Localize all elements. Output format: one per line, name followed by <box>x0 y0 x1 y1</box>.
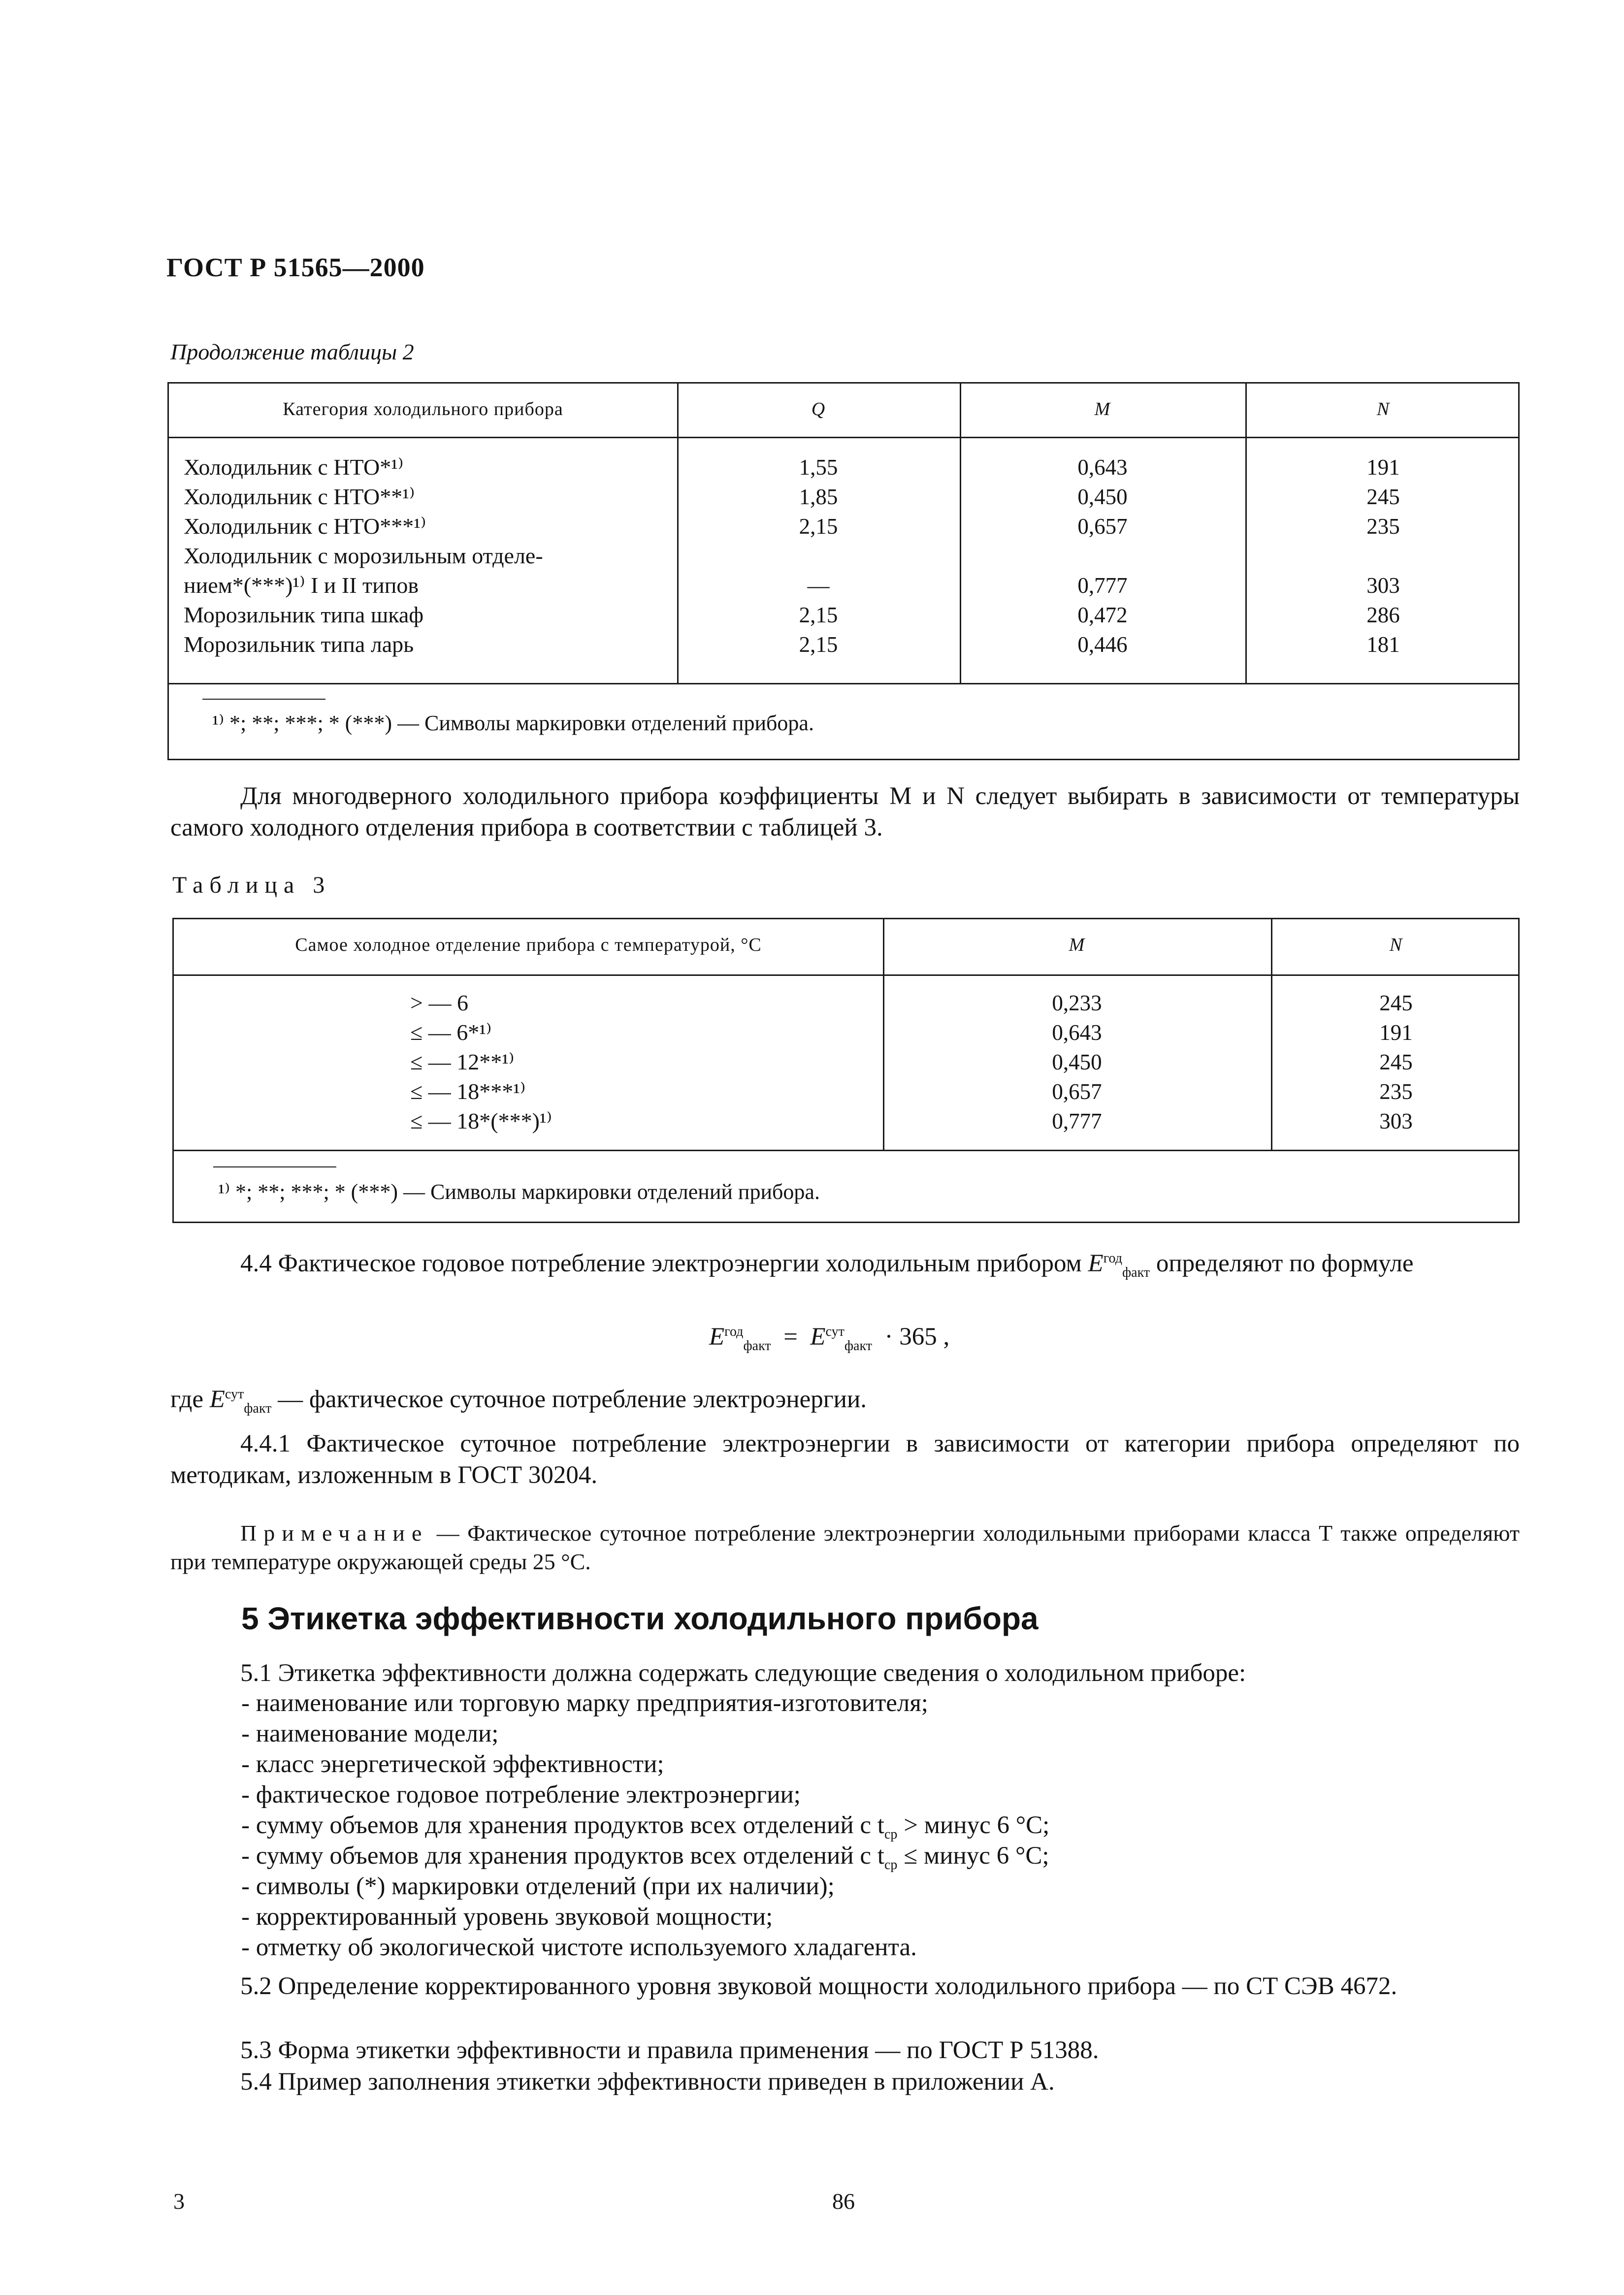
formula-lhs: E <box>709 1323 725 1351</box>
header-q: Q <box>811 399 826 420</box>
table-row-category: нием*(***)¹⁾ I и II типов <box>184 573 419 598</box>
table-cell-q: 2,15 <box>799 603 838 627</box>
table-row-category: Холодильник с НТО**¹⁾ <box>184 484 415 509</box>
table-3-footnote: ¹⁾ *; **; ***; * (***) — Символы маркировки отделений прибора. <box>218 1180 820 1204</box>
table-cell-q: — <box>807 573 830 598</box>
page-number: 86 <box>832 2189 855 2214</box>
header-m: M <box>1069 935 1085 955</box>
table-cell-m: 0,643 <box>1077 455 1128 480</box>
list-item: - корректированный уровень звуковой мощности; <box>241 1903 773 1931</box>
header-temperature: Самое холодное отделение прибора с температурой, °С <box>295 935 762 955</box>
energy-sup: год <box>1103 1251 1122 1266</box>
list-item: - наименование модели; <box>241 1720 499 1747</box>
table-2 <box>167 382 1520 760</box>
list-item-text: - сумму объемов для хранения продуктов всех отделений с t <box>241 1842 884 1870</box>
header-category: Категория холодильного прибора <box>283 399 563 420</box>
table-cell-n: 245 <box>1366 485 1400 509</box>
table-cell-m: 0,777 <box>1077 573 1128 598</box>
table-cell-n: 181 <box>1366 632 1400 657</box>
table-cell-m: 0,450 <box>1077 485 1128 509</box>
table-cell-n: 235 <box>1366 514 1400 539</box>
table-3-caption: Таблица 3 <box>172 872 331 898</box>
table-cell-n: 286 <box>1366 603 1400 627</box>
document-code: ГОСТ Р 51565—2000 <box>166 253 425 282</box>
footer-left-number: 3 <box>173 2189 185 2214</box>
table-cell-m: 0,450 <box>1052 1050 1102 1074</box>
table-cell-n: 191 <box>1379 1020 1413 1045</box>
list-item: - символы (*) маркировки отделений (при их наличии); <box>241 1873 835 1900</box>
list-item-tail: > минус 6 °С; <box>904 1811 1050 1839</box>
table-row-category: Холодильник с НТО***¹⁾ <box>184 514 426 539</box>
table-cell-n: 191 <box>1366 455 1400 480</box>
header-n: N <box>1376 399 1390 420</box>
list-item: - отметку об экологической чистоте используемого хладагента. <box>241 1934 917 1961</box>
table-continuation-label: Продолжение таблицы 2 <box>170 339 414 364</box>
table-3 <box>172 918 1520 1223</box>
list-item: - наименование или торговую марку предприятия-изготовителя; <box>241 1689 928 1717</box>
formula-equals: = <box>783 1323 798 1351</box>
formula-lhs-sup: год <box>724 1324 744 1339</box>
formula-rhs: E <box>810 1323 826 1351</box>
header-m: M <box>1094 399 1111 420</box>
where-text: — фактическое суточное потребление электроэнергии. <box>278 1386 867 1413</box>
table-cell-m: 0,233 <box>1052 991 1102 1015</box>
table-cell-m: 0,472 <box>1077 603 1128 627</box>
paragraph-5-2: 5.2 Определение корректированного уровня звуковой мощности холодильного прибора — по СТ СЭВ 4672. <box>240 1972 1397 2000</box>
table-cell-q: 2,15 <box>799 632 838 657</box>
header-n: N <box>1389 935 1403 955</box>
table-cell-m: 0,657 <box>1052 1079 1102 1104</box>
table-row-category: Холодильник с морозильным отделе- <box>184 543 543 568</box>
t-sub: ср <box>884 1827 898 1842</box>
list-item-tail: ≤ минус 6 °С; <box>904 1842 1049 1870</box>
paragraph-multidoor: Для многодверного холодильного прибора коэффициенты M и N следует выбирать в зависимости от температуры самого холодного отделения прибора в соответствии с таблицей 3. <box>170 782 1520 841</box>
where-prefix: где <box>170 1386 203 1413</box>
where-line <box>170 1384 1520 1415</box>
table-cell-m: 0,657 <box>1077 514 1128 539</box>
energy-sub: факт <box>1122 1265 1150 1281</box>
paragraph-4-4-end: определяют по формуле <box>1156 1250 1414 1277</box>
section-5-title: 5 Этикетка эффективности холодильного прибора <box>241 1601 1039 1636</box>
paragraph-4-4-text: 4.4 Фактическое годовое потребление электроэнергии холодильным прибором <box>240 1250 1082 1277</box>
table-row-temperature: ≤ — 12**¹⁾ <box>410 1049 515 1074</box>
table-cell-q: 1,55 <box>799 455 838 480</box>
where-sup: сут <box>225 1387 244 1402</box>
table-cell-n: 245 <box>1379 991 1413 1015</box>
formula-tail: · 365 , <box>884 1323 950 1351</box>
t-sub: ср <box>884 1857 898 1873</box>
paragraph-4-4 <box>170 1248 1520 1279</box>
table-cell-n: 245 <box>1379 1050 1413 1074</box>
table-row-temperature: ≤ — 18*(***)¹⁾ <box>410 1108 552 1133</box>
table-cell-q: 1,85 <box>799 485 838 509</box>
list-item-text: - сумму объемов для хранения продуктов всех отделений с t <box>241 1811 884 1839</box>
table-cell-n: 235 <box>1379 1079 1413 1104</box>
formula-rhs-sub: факт <box>844 1338 873 1354</box>
list-item: - класс энергетической эффективности; <box>241 1750 664 1778</box>
energy-symbol: E <box>1088 1250 1104 1277</box>
list-item <box>241 1810 1522 1841</box>
note <box>170 1519 1520 1576</box>
table-cell-m: 0,446 <box>1077 632 1128 657</box>
paragraph-5-1: 5.1 Этикетка эффективности должна содержать следующие сведения о холодильном приборе: <box>240 1659 1246 1687</box>
table-row-category: Морозильник типа ларь <box>184 632 414 657</box>
formula <box>709 1323 950 1354</box>
table-row-temperature: ≤ — 6*¹⁾ <box>410 1020 492 1045</box>
table-row-category: Холодильник с НТО*¹⁾ <box>184 454 404 480</box>
paragraph-5-4: 5.4 Пример заполнения этикетки эффективности приведен в приложении А. <box>240 2068 1055 2096</box>
list-item <box>241 1841 1522 1871</box>
table-cell-m: 0,643 <box>1052 1020 1102 1045</box>
where-symbol: E <box>209 1386 225 1413</box>
list-item: - фактическое годовое потребление электроэнергии; <box>241 1781 801 1809</box>
table-cell-m: 0,777 <box>1052 1109 1102 1133</box>
table-row-temperature: ≤ — 18***¹⁾ <box>410 1079 526 1104</box>
note-label: Примечание <box>240 1520 429 1546</box>
formula-lhs-sub: факт <box>743 1338 771 1354</box>
paragraph-4-4-1: 4.4.1 Фактическое суточное потребление электроэнергии в зависимости от категории прибора определяют по методикам, изложенным в ГОСТ 30204. <box>170 1430 1520 1489</box>
table-row-temperature: > — 6 <box>410 990 468 1015</box>
formula-rhs-sup: сут <box>825 1324 844 1339</box>
where-sub: факт <box>244 1401 272 1417</box>
note-text: — Фактическое суточное потребление электроэнергии холодильными приборами класса Т также определяют при температуре окружающей среды 25 °С. <box>170 1520 1520 1574</box>
table-cell-q: 2,15 <box>799 514 838 539</box>
paragraph-5-3: 5.3 Форма этикетки эффективности и правила применения — по ГОСТ Р 51388. <box>240 2036 1099 2064</box>
table-2-footnote: ¹⁾ *; **; ***; * (***) — Символы маркировки отделений прибора. <box>212 711 814 735</box>
table-cell-n: 303 <box>1366 573 1400 598</box>
table-row-category: Морозильник типа шкаф <box>184 602 424 627</box>
table-cell-n: 303 <box>1379 1109 1413 1133</box>
requirements-list <box>241 1688 1522 1963</box>
